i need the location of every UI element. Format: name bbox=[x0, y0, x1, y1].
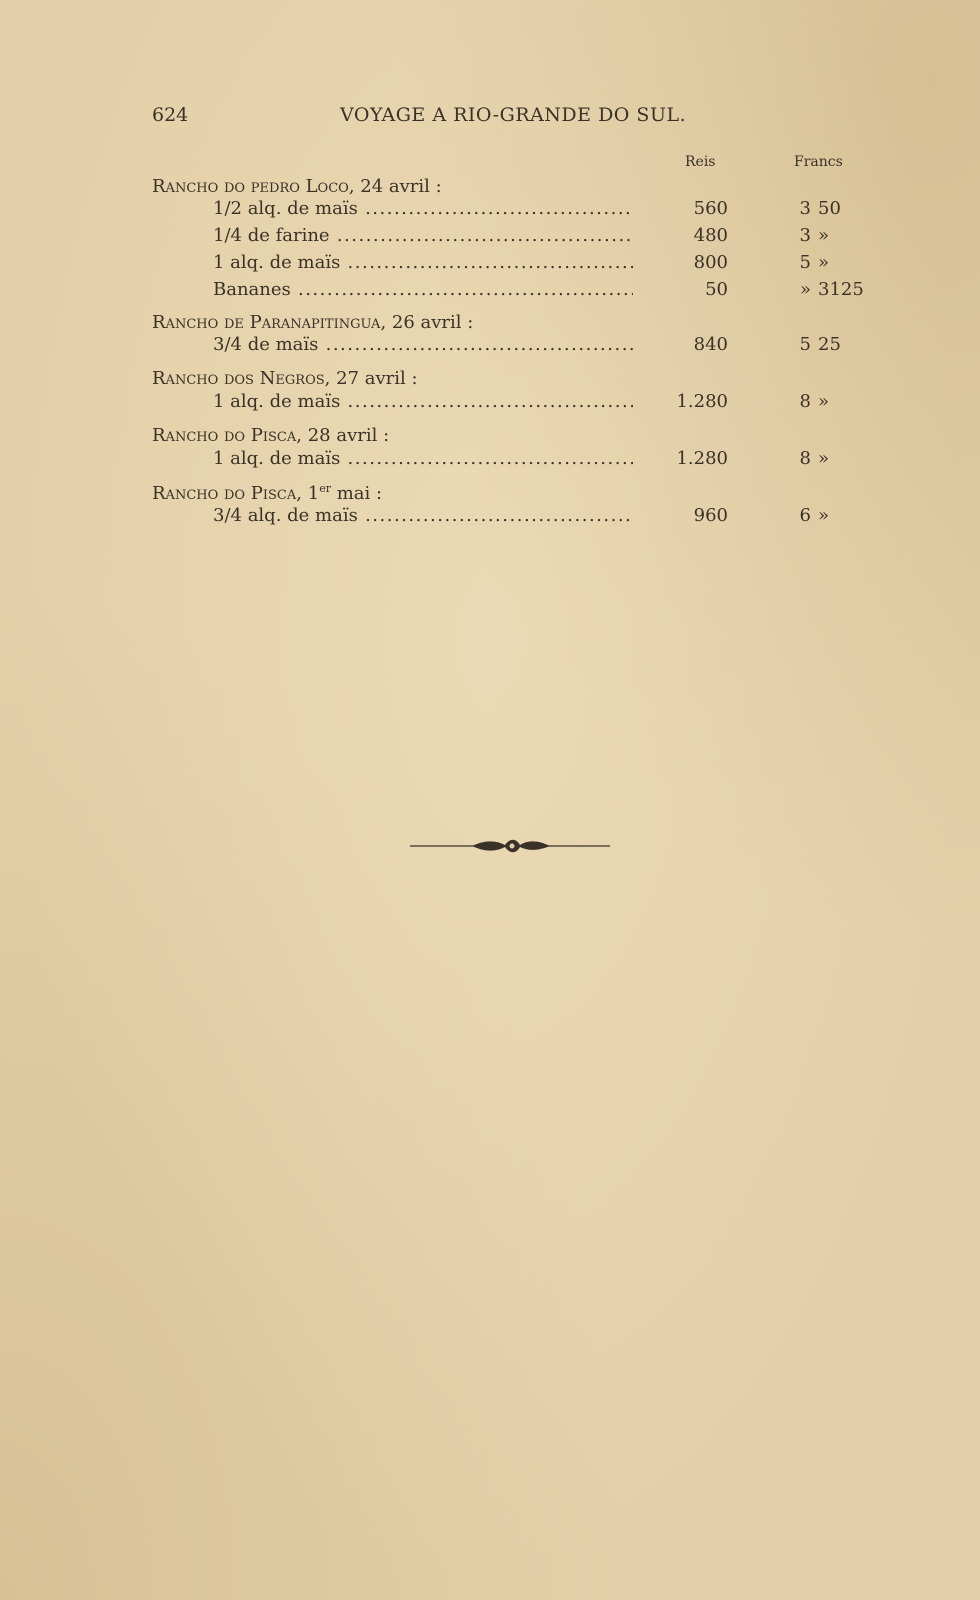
table-row bbox=[0, 279, 980, 305]
item-label: 3/4 de maïs ..... bbox=[213, 334, 633, 355]
rancho-name: Rancho de Paranapitingua, bbox=[152, 312, 387, 333]
rancho-name: Rancho dos Negros, bbox=[152, 368, 331, 389]
table-row bbox=[0, 198, 980, 224]
rancho-name: Rancho do pedro Loco, bbox=[152, 176, 355, 197]
running-title: VOYAGE A RIO-GRANDE DO SUL. bbox=[340, 104, 687, 126]
section-date: 28 avril : bbox=[307, 425, 390, 446]
rancho-name: Rancho do Pisca, bbox=[152, 483, 302, 504]
section-date-month: mai : bbox=[336, 483, 383, 504]
reis-value: 560 bbox=[693, 198, 728, 219]
francs-value: 8 bbox=[799, 391, 811, 412]
table-row bbox=[0, 225, 980, 251]
centimes-value: 3125 bbox=[818, 279, 864, 300]
section-heading bbox=[152, 312, 473, 333]
reis-value: 50 bbox=[705, 279, 728, 300]
table-row bbox=[0, 391, 980, 417]
section-heading bbox=[152, 368, 418, 389]
section-date: 24 avril : bbox=[360, 176, 442, 197]
item-label: 1 alq. de maïs ..... bbox=[213, 448, 633, 469]
francs-value: 3 bbox=[799, 198, 811, 219]
reis-value: 480 bbox=[693, 225, 728, 246]
page-number: 624 bbox=[152, 104, 189, 126]
centimes-value: » bbox=[818, 505, 830, 526]
table-row bbox=[0, 448, 980, 474]
francs-value: 3 bbox=[799, 225, 811, 246]
section-date-superscript: er bbox=[319, 482, 331, 495]
section-heading bbox=[152, 425, 389, 446]
francs-value: 5 bbox=[799, 334, 811, 355]
rancho-name: Rancho do Pisca, bbox=[152, 425, 302, 446]
ornament-rule-icon bbox=[410, 836, 610, 856]
francs-value: 6 bbox=[799, 505, 811, 526]
column-header-francs: Francs bbox=[794, 154, 843, 170]
column-header-reis: Reis bbox=[685, 154, 716, 170]
francs-value: » bbox=[799, 279, 811, 300]
item-label: 1/4 de farine ..... bbox=[213, 225, 633, 246]
centimes-value: » bbox=[818, 448, 830, 469]
item-label: 1 alq. de maïs ..... bbox=[213, 252, 633, 273]
section-date: 27 avril : bbox=[336, 368, 418, 389]
reis-value: 840 bbox=[693, 334, 728, 355]
table-row bbox=[0, 334, 980, 360]
francs-value: 8 bbox=[799, 448, 811, 469]
table-row bbox=[0, 505, 980, 531]
section-heading bbox=[152, 482, 382, 504]
section-heading bbox=[152, 176, 442, 197]
francs-value: 5 bbox=[799, 252, 811, 273]
centimes-value: » bbox=[818, 252, 830, 273]
item-label: 1 alq. de maïs ..... bbox=[213, 391, 633, 412]
reis-value: 960 bbox=[693, 505, 728, 526]
centimes-value: » bbox=[818, 391, 830, 412]
section-date-day: 1 bbox=[307, 483, 320, 504]
reis-value: 1.280 bbox=[676, 391, 728, 412]
centimes-value: » bbox=[818, 225, 830, 246]
reis-value: 800 bbox=[693, 252, 728, 273]
item-label: Bananes ..... bbox=[213, 279, 633, 300]
item-label: 3/4 alq. de maïs ..... bbox=[213, 505, 633, 526]
centimes-value: 50 bbox=[818, 198, 841, 219]
centimes-value: 25 bbox=[818, 334, 841, 355]
item-label: 1/2 alq. de maïs ..... bbox=[213, 198, 633, 219]
table-row bbox=[0, 252, 980, 278]
reis-value: 1.280 bbox=[676, 448, 728, 469]
section-date: 26 avril : bbox=[391, 312, 474, 333]
